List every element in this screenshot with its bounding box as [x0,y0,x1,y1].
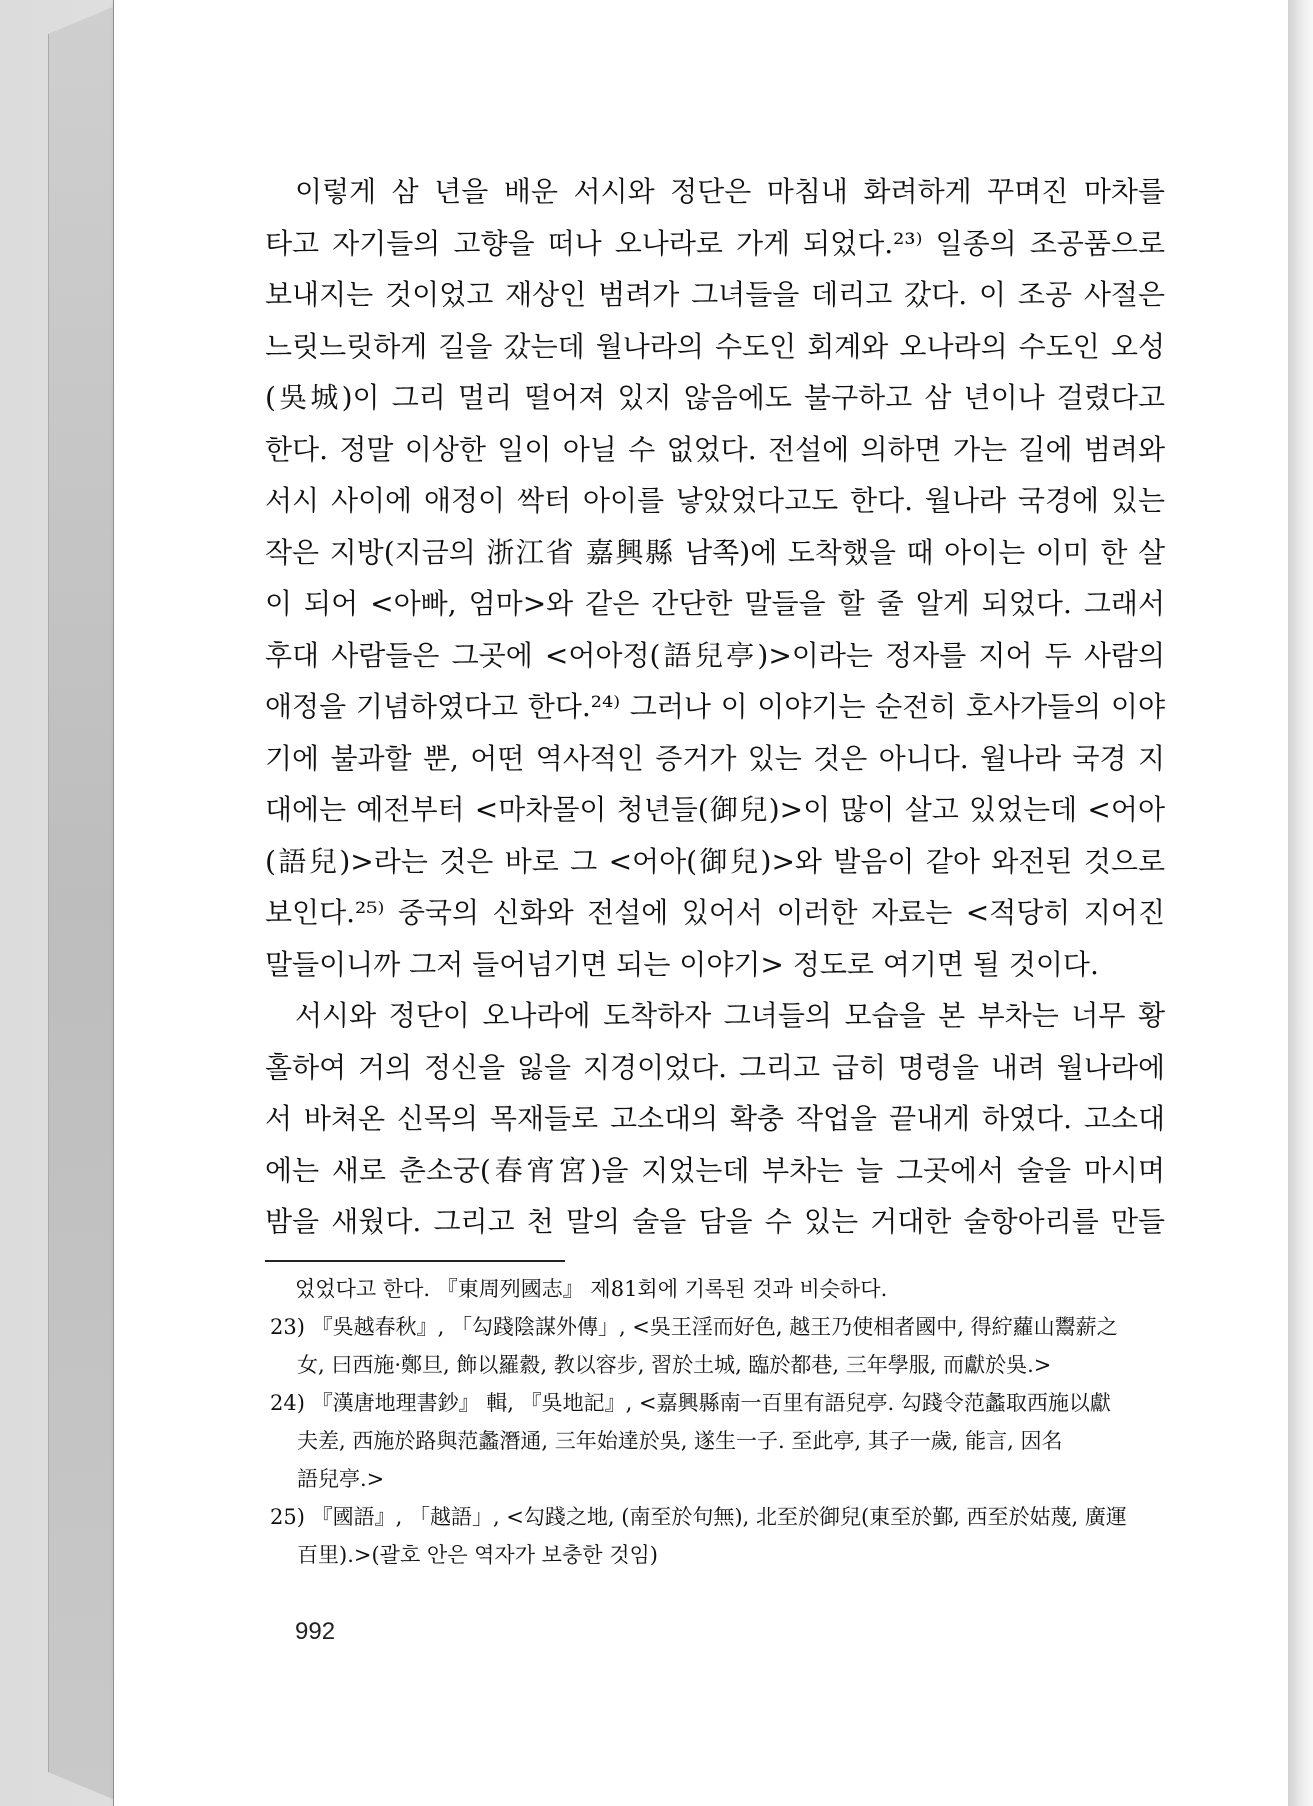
footnote-divider [265,1260,565,1262]
text-line: 이 되어 <아빠, 엄마>와 같은 간단한 말들을 할 줄 알게 되었다. 그래서 [265,587,1165,620]
text-line: 후대 사람들은 그곳에 <어아정(語兒亭)>이라는 정자를 지어 두 사람의 [265,638,1165,672]
body-text [265,166,1165,1248]
footnote-23: 23) 『吳越春秋』, 「勾踐陰謀外傳」, <吳王淫而好色, 越王乃使相者國中, 得紵蘿山鬻薪之 [270,1315,1118,1339]
footnote-25: 25) 『國語』, 「越語」, <勾踐之地, (南至於句無), 北至於御兒(東至於鄞, 西至於姑蔑, 廣運 [270,1505,1127,1529]
book-spine [48,6,115,1800]
text-line: 대에는 예전부터 <마차몰이 청년들(御兒)>이 많이 살고 있었는데 <어아 [265,793,1165,826]
text-line: 기에 불과할 뿐, 어떤 역사적인 증거가 있는 것은 아니다. 월나라 국경 지 [265,741,1165,775]
text-line: 말들이니까 그저 들어넘기면 되는 이야기> 정도로 여기면 될 것이다. [265,947,1099,981]
text-line: 한다. 정말 이상한 일이 아닐 수 없었다. 전설에 의하면 가는 길에 범려와 [265,432,1165,466]
footnote-24-cont: 語兒亭.> [297,1467,385,1491]
text-line: (吳城)이 그리 멀리 떨어져 있지 않음에도 불구하고 삼 년이나 걸렸다고 [265,381,1165,414]
text-line: 서시와 정단이 오나라에 도착하자 그녀들의 모습을 본 부차는 너무 황 [295,999,1165,1032]
text-line: 작은 지방(지금의 浙江省 嘉興縣 남쪽)에 도착했을 때 아이는 이미 한 살 [265,535,1165,569]
page-number: 992 [295,1618,336,1645]
text-line: 에는 새로 춘소궁(春宵宮)을 지었는데 부차는 늘 그곳에서 술을 마시며 [265,1153,1165,1187]
page-edge [1288,0,1313,1806]
text-line: 홀하여 거의 정신을 잃을 지경이었다. 그리고 급히 명령을 내려 월나라에 [265,1050,1165,1084]
footnote-23-cont: 女, 曰西施·鄭旦, 飾以羅縠, 教以容步, 習於土城, 臨於都巷, 三年學服, 而獻於吳.> [297,1353,1052,1377]
text-line: 보내지는 것이었고 재상인 범려가 그녀들을 데리고 갔다. 이 조공 사절은 [265,278,1165,311]
text-line: 애정을 기념하였다고 한다.²⁴⁾ 그러나 이 이야기는 순전히 호사가들의 이야 [265,690,1165,723]
footnote-24-cont: 夫差, 西施於路與范蠡潛通, 三年始達於吳, 遂生一子. 至此亭, 其子一歲, 能言, 因名 [297,1429,1063,1453]
footnote-24: 24) 『漢唐地理書鈔』 輯, 『吳地記』, <嘉興縣南一百里有語兒亭. 勾踐令范蠡取西施以獻 [270,1391,1111,1415]
footnote-25-cont: 百里).>(괄호 안은 역자가 보충한 것임) [297,1543,658,1567]
footnote-carryover: 었었다고 한다. 『東周列國志』 제81회에 기록된 것과 비슷하다. [295,1277,888,1301]
text-line: 타고 자기들의 고향을 떠나 오나라로 가게 되었다.²³⁾ 일종의 조공품으로 [265,226,1165,260]
text-line: 보인다.²⁵⁾ 중국의 신화와 전설에 있어서 이러한 자료는 <적당히 지어진 [265,896,1165,929]
text-line: 느릿느릿하게 길을 갔는데 월나라의 수도인 회계와 오나라의 수도인 오성 [265,329,1165,363]
text-line: 이렇게 삼 년을 배운 서시와 정단은 마침내 화려하게 꾸며진 마차를 [295,175,1165,208]
text-line: 밤을 새웠다. 그리고 천 말의 술을 담을 수 있는 거대한 술항아리를 만들 [265,1205,1165,1238]
text-line: 서 바쳐온 신목의 목재들로 고소대의 확충 작업을 끝내게 하였다. 고소대 [265,1102,1165,1135]
footnotes [270,1270,1170,1574]
text-line: (語兒)>라는 것은 바로 그 <어아(御兒)>와 발음이 같아 와전된 것으로 [265,844,1165,878]
text-line: 서시 사이에 애정이 싹터 아이를 낳았었다고도 한다. 월나라 국경에 있는 [265,484,1165,517]
